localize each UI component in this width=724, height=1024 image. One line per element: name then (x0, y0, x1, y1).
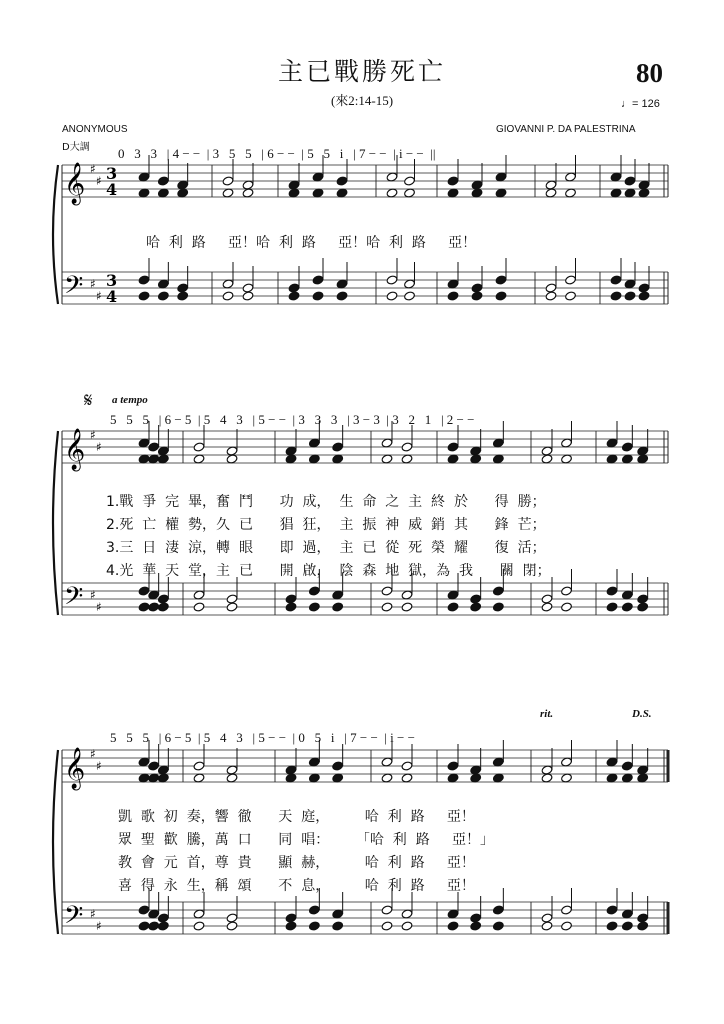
tenor-note (138, 275, 150, 285)
sharp-icon: ♯ (90, 588, 96, 602)
bass-note (565, 291, 577, 301)
tenor-note (401, 909, 413, 919)
tenor-note (638, 283, 650, 293)
brace-icon (53, 750, 58, 934)
tenor-note (401, 590, 413, 600)
tenor-note (285, 594, 297, 604)
segno-icon: 𝄋 (84, 388, 93, 412)
alto-note (492, 773, 504, 783)
alto-note (308, 773, 320, 783)
soprano-note (222, 176, 234, 186)
tenor-note (545, 283, 557, 293)
alto-note (308, 454, 320, 464)
bass-note (471, 291, 483, 301)
bass-note (561, 602, 573, 612)
soprano-note (621, 761, 633, 771)
tenor-note (541, 913, 553, 923)
tenor-note (447, 590, 459, 600)
tenor-note (226, 913, 238, 923)
alto-note (332, 454, 344, 464)
soprano-note (404, 176, 416, 186)
alto-note (638, 188, 650, 198)
bass-note (242, 291, 254, 301)
jianpu-line-2: 5 5 5 | 6 − 5 | 5 4 3 | 5 − − | 3 3 3 | 3 − 3 | 3 2 1 | 2 − − (110, 412, 475, 427)
alto-note (381, 773, 393, 783)
ritardando-mark: rit. (540, 708, 554, 720)
soprano-note (226, 446, 238, 456)
verse-2-line-b: 眾 聖 歡 騰，萬 口 同 唱： 「哈 利 路 亞！」 (118, 832, 494, 848)
sharp-icon: ♯ (96, 759, 102, 773)
bass-note (638, 291, 650, 301)
tenor-note (386, 275, 398, 285)
sharp-icon: ♯ (96, 440, 102, 454)
alto-note (401, 773, 413, 783)
tenor-note (492, 586, 504, 596)
alto-note (226, 773, 238, 783)
soprano-note (447, 761, 459, 771)
tenor-note (621, 590, 633, 600)
tenor-note (157, 279, 169, 289)
alto-note (637, 454, 649, 464)
verse-4-line-a: 4.光 華 天 堂，主 已 開 啟， 陰 森 地 獄，為 我 關 閉； (106, 563, 551, 579)
bass-clef-icon: 𝄢 (64, 901, 84, 936)
alto-note (606, 454, 618, 464)
soprano-note (401, 442, 413, 452)
alto-note (565, 188, 577, 198)
time-signature: 3 (106, 164, 118, 183)
soprano-note (606, 757, 618, 767)
soprano-note (336, 176, 348, 186)
alto-note (157, 454, 169, 464)
bass-note (381, 602, 393, 612)
bass-clef-icon: 𝄢 (64, 271, 84, 306)
soprano-note (470, 446, 482, 456)
hymn-number: 80 (636, 58, 663, 88)
alto-note (148, 773, 160, 783)
bass-note (447, 921, 459, 931)
tenor-note (404, 279, 416, 289)
hymn-title: 主已戰勝死亡 (277, 57, 446, 86)
scripture-reference: (來2:14-15) (330, 93, 394, 108)
bass-note (226, 921, 238, 931)
soprano-note (332, 761, 344, 771)
bass-note (637, 921, 649, 931)
tenor-note (148, 909, 160, 919)
verse-3-line-a: 3.三 日 淒 涼，轉 眼 即 過， 主 已 從 死 榮 耀 復 活； (106, 540, 546, 556)
verse-1-line-a: 1.戰 爭 完 畢，奮 鬥 功 成， 生 命 之 主 終 於 得 勝； (106, 494, 546, 510)
bass-note (157, 602, 169, 612)
composer-credit: GIOVANNI P. DA PALESTRINA (496, 124, 636, 135)
bass-note (138, 602, 150, 612)
bass-clef-icon: 𝄢 (64, 582, 84, 617)
tenor-note (471, 283, 483, 293)
alto-note (495, 188, 507, 198)
bass-note (401, 921, 413, 931)
alto-note (470, 773, 482, 783)
tenor-note (470, 913, 482, 923)
treble-clef-icon: 𝄞 (64, 748, 86, 789)
soprano-note (492, 757, 504, 767)
bass-note (332, 602, 344, 612)
bass-note (404, 291, 416, 301)
bass-note (470, 602, 482, 612)
bass-note (312, 291, 324, 301)
alto-note (610, 188, 622, 198)
alto-note (621, 773, 633, 783)
soprano-note (157, 446, 169, 456)
soprano-note (401, 761, 413, 771)
soprano-note (138, 757, 150, 767)
soprano-note (148, 442, 160, 452)
bass-note (288, 291, 300, 301)
time-signature: 4 (106, 287, 118, 306)
bass-note (621, 602, 633, 612)
soprano-note (386, 172, 398, 182)
alto-note (193, 773, 205, 783)
bass-note (177, 291, 189, 301)
soprano-note (308, 438, 320, 448)
soprano-note (624, 176, 636, 186)
tenor-note (138, 905, 150, 915)
alto-note (561, 773, 573, 783)
soprano-note (157, 765, 169, 775)
tenor-note (447, 279, 459, 289)
tenor-note (193, 909, 205, 919)
time-signature: 3 (106, 271, 118, 290)
soprano-note (545, 180, 557, 190)
soprano-note (606, 438, 618, 448)
alto-note (148, 454, 160, 464)
soprano-note (610, 172, 622, 182)
treble-clef-icon: 𝄞 (64, 163, 86, 204)
tenor-note (606, 905, 618, 915)
soprano-note (193, 442, 205, 452)
soprano-note (637, 446, 649, 456)
bass-note (193, 602, 205, 612)
jianpu-line-3: 5 5 5 | 6 − 5 | 5 4 3 | 5 − − | 0 5 i | 7 − − | i − − (110, 730, 415, 745)
bass-note (285, 602, 297, 612)
soprano-note (561, 757, 573, 767)
alto-note (157, 773, 169, 783)
bass-note (621, 921, 633, 931)
bass-note (222, 291, 234, 301)
sharp-icon: ♯ (96, 919, 102, 933)
bass-note (386, 291, 398, 301)
bass-note (470, 921, 482, 931)
key-signature-label: D大調 (62, 142, 90, 153)
tenor-note (285, 913, 297, 923)
sharp-icon: ♯ (96, 600, 102, 614)
alto-note (222, 188, 234, 198)
sharp-icon: ♯ (96, 174, 102, 188)
bass-note (226, 602, 238, 612)
bass-note (492, 602, 504, 612)
tenor-note (381, 586, 393, 596)
tenor-note (242, 283, 254, 293)
tenor-note (447, 909, 459, 919)
soprano-note (637, 765, 649, 775)
soprano-note (381, 757, 393, 767)
bass-note (447, 602, 459, 612)
soprano-note (288, 180, 300, 190)
alto-note (492, 454, 504, 464)
tenor-note (561, 586, 573, 596)
verse-4-line-b: 喜 得 永 生，稱 頌 不 息， 哈 利 路 亞！ (118, 878, 475, 894)
soprano-note (157, 176, 169, 186)
alto-note (336, 188, 348, 198)
alto-note (624, 188, 636, 198)
tenor-note (565, 275, 577, 285)
soprano-note (138, 438, 150, 448)
sharp-icon: ♯ (90, 428, 96, 442)
bass-note (148, 921, 160, 931)
tenor-note (177, 283, 189, 293)
tenor-note (157, 594, 169, 604)
tenor-note (288, 283, 300, 293)
tenor-note (495, 275, 507, 285)
bass-note (138, 921, 150, 931)
alto-note (541, 454, 553, 464)
soprano-note (447, 176, 459, 186)
alto-note (193, 454, 205, 464)
soprano-note (312, 172, 324, 182)
soprano-note (308, 757, 320, 767)
lyricist-credit: ANONYMOUS (62, 124, 128, 135)
bass-note (332, 921, 344, 931)
alto-note (242, 188, 254, 198)
bass-note (285, 921, 297, 931)
bass-note (193, 921, 205, 931)
alto-note (138, 188, 150, 198)
soprano-note (561, 438, 573, 448)
soprano-note (447, 442, 459, 452)
verse-1-line-b: 凱 歌 初 奏，響 徹 天 庭， 哈 利 路 亞！ (118, 809, 475, 825)
soprano-note (638, 180, 650, 190)
bass-note (606, 921, 618, 931)
soprano-note (148, 761, 160, 771)
tenor-note (561, 905, 573, 915)
alto-note (157, 188, 169, 198)
alto-note (138, 454, 150, 464)
alto-note (561, 454, 573, 464)
tenor-note (610, 275, 622, 285)
tenor-note (492, 905, 504, 915)
brace-icon (53, 431, 58, 615)
bass-note (308, 921, 320, 931)
bass-note (610, 291, 622, 301)
bass-note (624, 291, 636, 301)
tenor-note (222, 279, 234, 289)
tempo-marking: ♩= 126 (621, 98, 660, 110)
bass-note (336, 291, 348, 301)
tenor-note (470, 594, 482, 604)
soprano-note (138, 172, 150, 182)
sharp-icon: ♯ (90, 162, 96, 176)
jianpu-line-1: 0 3 3 | 4 − − | 3 5 5 | 6 − − | 5 5 i | 7 − − | i − − || (118, 146, 436, 161)
lyric-line-1: 哈 利 路 亞！哈 利 路 亞！哈 利 路 亞！ (146, 235, 477, 251)
soprano-note (285, 446, 297, 456)
tenor-note (621, 909, 633, 919)
soprano-note (285, 765, 297, 775)
bass-note (545, 291, 557, 301)
alto-note (470, 454, 482, 464)
alto-note (177, 188, 189, 198)
a-tempo-mark: a tempo (112, 394, 148, 406)
alto-note (447, 188, 459, 198)
bass-note (138, 291, 150, 301)
soprano-note (332, 442, 344, 452)
soprano-note (242, 180, 254, 190)
bass-note (495, 291, 507, 301)
bass-note (561, 921, 573, 931)
soprano-note (621, 442, 633, 452)
soprano-note (381, 438, 393, 448)
bass-note (157, 291, 169, 301)
tenor-note (148, 590, 160, 600)
bass-note (541, 921, 553, 931)
tenor-note (606, 586, 618, 596)
bass-note (492, 921, 504, 931)
alto-note (404, 188, 416, 198)
alto-note (606, 773, 618, 783)
bass-note (401, 602, 413, 612)
tenor-note (332, 590, 344, 600)
tenor-note (308, 586, 320, 596)
soprano-note (495, 172, 507, 182)
soprano-note (541, 765, 553, 775)
tenor-note (157, 913, 169, 923)
brace-icon (53, 165, 58, 304)
tenor-note (308, 905, 320, 915)
alto-note (386, 188, 398, 198)
verse-3-line-b: 教 會 元 首，尊 貴 顯 赫， 哈 利 路 亞！ (118, 855, 475, 871)
soprano-note (541, 446, 553, 456)
alto-note (471, 188, 483, 198)
alto-note (332, 773, 344, 783)
soprano-note (177, 180, 189, 190)
tenor-note (381, 905, 393, 915)
soprano-note (565, 172, 577, 182)
tenor-note (637, 913, 649, 923)
alto-note (312, 188, 324, 198)
soprano-note (471, 180, 483, 190)
sharp-icon: ♯ (96, 289, 102, 303)
tenor-note (336, 279, 348, 289)
bass-note (381, 921, 393, 931)
bass-note (157, 921, 169, 931)
bass-note (447, 291, 459, 301)
soprano-note (226, 765, 238, 775)
alto-note (621, 454, 633, 464)
bass-note (606, 602, 618, 612)
verse-2-line-a: 2.死 亡 權 勢，久 已 猖 狂， 主 振 神 威 銷 其 鋒 芒； (106, 517, 546, 533)
alto-note (381, 454, 393, 464)
tenor-note (541, 594, 553, 604)
tenor-note (624, 279, 636, 289)
tenor-note (226, 594, 238, 604)
alto-note (447, 773, 459, 783)
bass-note (308, 602, 320, 612)
bass-note (148, 602, 160, 612)
tenor-note (138, 586, 150, 596)
soprano-note (492, 438, 504, 448)
alto-note (285, 454, 297, 464)
tenor-note (193, 590, 205, 600)
alto-note (288, 188, 300, 198)
treble-clef-icon: 𝄞 (64, 429, 86, 470)
bass-note (541, 602, 553, 612)
soprano-note (470, 765, 482, 775)
tenor-note (332, 909, 344, 919)
soprano-note (193, 761, 205, 771)
bass-note (637, 602, 649, 612)
alto-note (285, 773, 297, 783)
sharp-icon: ♯ (90, 907, 96, 921)
alto-note (447, 454, 459, 464)
sharp-icon: ♯ (90, 277, 96, 291)
alto-note (226, 454, 238, 464)
tenor-note (312, 275, 324, 285)
alto-note (545, 188, 557, 198)
alto-note (541, 773, 553, 783)
alto-note (401, 454, 413, 464)
sharp-icon: ♯ (90, 747, 96, 761)
tenor-note (637, 594, 649, 604)
alto-note (138, 773, 150, 783)
time-signature: 4 (106, 180, 118, 199)
alto-note (637, 773, 649, 783)
dal-segno-mark: D.S. (632, 708, 652, 720)
